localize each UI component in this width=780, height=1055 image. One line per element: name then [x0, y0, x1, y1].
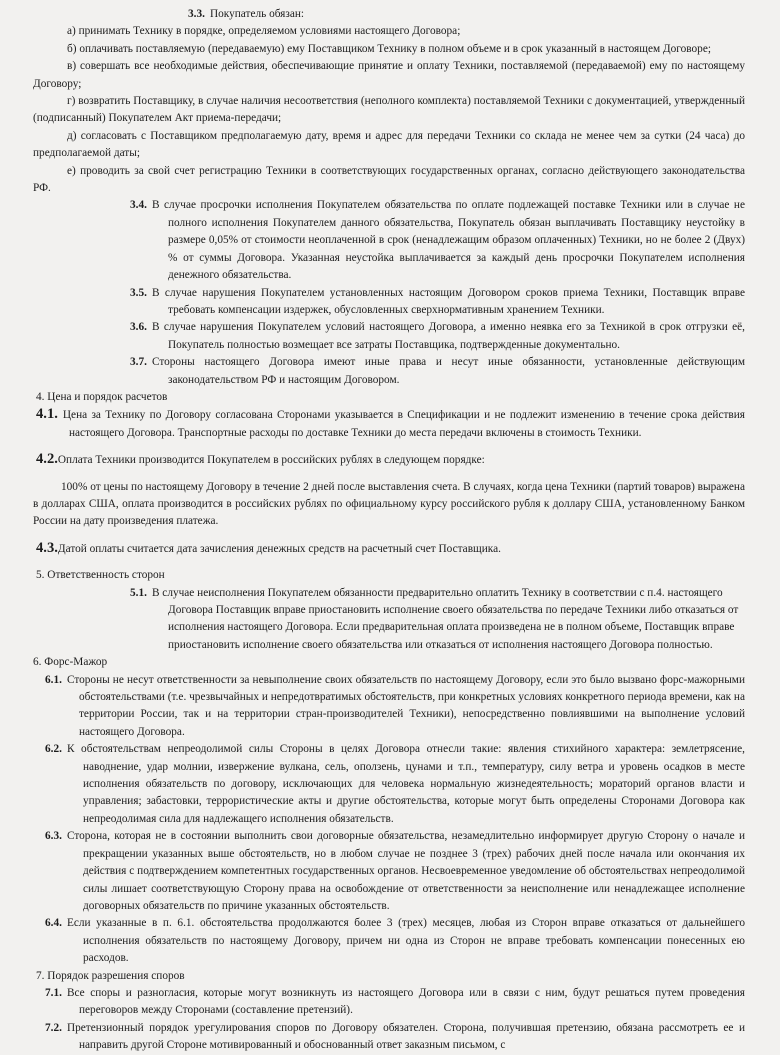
- clause-text: Стороны не несут ответственности за невыполнение своих обязательств по настоящему Договору, если это было вызвано форс-мажорными обстоятельствами (т.е. чрезвычайных и непредотвратимых обстоятельств, при конкретных условиях конкретного периода времени, как на территории России, так и на территории стран-производителей Техники), непосредственно повлиявшими на выполнение условий настоящего Договора.: [66, 673, 745, 738]
- clause-number: 5.1.: [130, 586, 147, 599]
- clause-4-2-payment-terms: 100% от цены по настоящему Договору в течение 2 дней после выставления счета. В случаях, когда цена Техники (партий товаров) выражена в долларах США, оплата производится в российских рублях по официальному курсу российского рубля к доллару США, установленному Банком России на дату произведения платежа.: [33, 480, 745, 528]
- clause-text: Датой оплаты считается дата зачисления денежных средств на расчетный счет Поставщика.: [57, 542, 501, 555]
- clause-6-1: [45, 672, 745, 742]
- clause-4-2: [36, 451, 745, 469]
- clause-number: 6.3.: [45, 830, 62, 843]
- clause-number: 3.4.: [130, 199, 147, 212]
- clause-6-4: [45, 915, 745, 967]
- clause-4-3: [36, 540, 745, 558]
- clause-text: В случае нарушения Покупателем установленных настоящим Договором сроков приема Техники, Поставщик вправе требовать компенсации издержек, обусловленных сверхнормативным хранением Техники.: [151, 286, 745, 316]
- clause-number: 6.1.: [45, 673, 62, 686]
- clause-3-3-item-b: б) оплачивать поставляемую (передаваемую) ему Поставщиком Технику в полном объеме и в срок указанный в настоящем Договоре;: [67, 42, 711, 55]
- clause-text: Все споры и разногласия, которые могут возникнуть из настоящего Договора или в связи с ним, будут решаться путем проведения переговоров между Сторонами (составление претензий).: [66, 986, 745, 1017]
- clause-3-3-item-v: в) совершать все необходимые действия, обеспечивающие принятие и оплату Техники, поставляемой (передаваемой) ему по настоящему Договору;: [33, 60, 745, 90]
- clause-6-2: [45, 741, 745, 828]
- clause-text: В случае просрочки исполнения Покупателем обязательства по оплате подлежащей поставке Техники или в случае не полного исполнения Покупателем данного обязательства, Покупатель обязан выплачивать Поставщику неустойку в размере 0,05% от стоимости неоплаченной в срок (ненадлежащим образом оплаченных) Техники, но не более 2 (Двух) % от суммы Договора. Указанная неустойка выплачивается за каждый день просрочки Покупателем исполнения денежного обязательства.: [151, 199, 745, 282]
- clause-3-3-heading: [188, 6, 745, 23]
- section-6-heading: 6. Форс-Мажор: [33, 656, 108, 669]
- clause-5-1: [130, 585, 745, 655]
- clause-7-2: [45, 1020, 745, 1055]
- clause-3-3-item-e: е) проводить за свой счет регистрацию Техники в соответствующих государственных органах, согласно действующего законодательства РФ.: [33, 164, 745, 195]
- clause-text: Если указанные в п. 6.1. обстоятельства продолжаются более 3 (трех) месяцев, любая из Сторон вправе отказаться от дальнейшего исполнения обязательств по настоящему Договору, причем ни одна из Сторон не вправе требовать компенсации понесенных ею расходов.: [66, 917, 745, 965]
- clause-3-4: [130, 197, 745, 284]
- clause-number: 7.2.: [45, 1021, 62, 1034]
- clause-number: 3.7.: [130, 356, 147, 369]
- clause-text: Стороны настоящего Договора имеют иные права и несут иные обязанности, установленные действующим законодательством РФ и настоящим Договором.: [151, 356, 745, 386]
- document-body: [33, 6, 745, 1055]
- clause-text: К обстоятельствам непреодолимой силы Стороны в целях Договора отнесли такие: явления стихийного характера: землетрясение, наводнение, удар молнии, извержение вулкана, сель, оползень, цунами и т.п., температуру, силу ветра и уровень осадков в месте исполнения обязательств по договору, исключающих для человека нормальную жизнедеятельность; мораторий органов власти и управления; забастовки, террористические акты и другие обстоятельства, которые могут быть определены Сторонами Договора как непреодолимая сила для надлежащего исполнения обязательств.: [66, 743, 745, 825]
- clause-3-5: [130, 285, 745, 320]
- clause-number: 3.3.: [188, 8, 205, 20]
- clause-number: 4.1.: [36, 406, 58, 423]
- clause-text: Сторона, которая не в состоянии выполнить свои договорные обязательства, незамедлительно информирует другую Сторону о начале и прекращении указанных выше обстоятельств, но в любом случае не позднее 3 (трех) рабочих дней после начала или окончания их действия с подтверждением компетентных государственных органов. Несвоевременное уведомление об обстоятельствах непреодолимой силы лишает соответствующую Сторону права на освобождение от ответственности за неисполнение или ненадлежащее исполнение договорных обязательств по причине указанных обстоятельств.: [66, 830, 745, 912]
- clause-3-3-item-a: а) принимать Технику в порядке, определяемом условиями настоящего Договора;: [67, 25, 461, 38]
- clause-text: Цена за Технику по Договору согласована Сторонами указывается в Спецификации и не подлежит изменению в течение срока действия настоящего Договора. Транспортные расходы по доставке Техники до места передачи включены в стоимость Техники.: [62, 409, 745, 439]
- clause-number: 4.3.: [36, 539, 58, 556]
- clause-6-3: [45, 828, 745, 915]
- clause-number: 3.6.: [130, 321, 147, 334]
- clause-number: 6.2.: [45, 743, 62, 756]
- clause-3-7: [130, 354, 745, 389]
- section-5-heading: 5. Ответственность сторон: [36, 569, 165, 582]
- clause-3-3-item-d: д) согласовать с Поставщиком предполагаемую дату, время и адрес для передачи Техники со склада не менее чем за сутки (24 часа) до предполагаемой даты;: [33, 129, 745, 160]
- clause-number: 3.5.: [130, 286, 147, 299]
- section-4-heading: 4. Цена и порядок расчетов: [36, 390, 168, 403]
- section-7-heading: 7. Порядок разрешения споров: [36, 969, 185, 982]
- clause-number: 4.2.: [36, 451, 58, 468]
- clause-number: 6.4.: [45, 917, 62, 930]
- clause-text: Претензионный порядок урегулирования споров по Договору обязателен. Сторона, получившая претензию, обязана рассмотреть ее и направить другой Стороне мотивированный и обоснованный ответ заказным письмом, с: [66, 1021, 745, 1052]
- clause-7-1: [45, 985, 745, 1020]
- clause-3-3-item-g: г) возвратить Поставщику, в случае наличия несоответствия (неполного комплекта) поставляемой Техники с документацией, утвержденный (подписанный) Покупателем Акт приема-передачи;: [33, 95, 745, 125]
- clause-text: Оплата Техники производится Покупателем в российских рублях в следующем порядке:: [57, 454, 485, 467]
- clause-text: В случае нарушения Покупателем условий настоящего Договора, а именно неявка его за Техникой в срок отгрузки её, Покупатель полностью возмещает все затраты Поставщика, подтвержденные документально.: [151, 321, 745, 351]
- clause-number: 7.1.: [45, 986, 62, 999]
- clause-3-6: [130, 319, 745, 354]
- clause-title: Покупатель обязан:: [209, 8, 305, 20]
- clause-text: В случае неисполнения Покупателем обязанности предварительно оплатить Технику в соответствии с п.4. настоящего Договора Поставщик вправе приостановить исполнение своего обязательства по передаче Техники либо отказаться от исполнения настоящего Договора. Если предварительная оплата произведена не в полном объеме, Поставщик вправе приостановить исполнение своего обязательства или отказаться от исполнения настоящего Договора полностью.: [151, 586, 739, 651]
- clause-4-1: [36, 406, 745, 442]
